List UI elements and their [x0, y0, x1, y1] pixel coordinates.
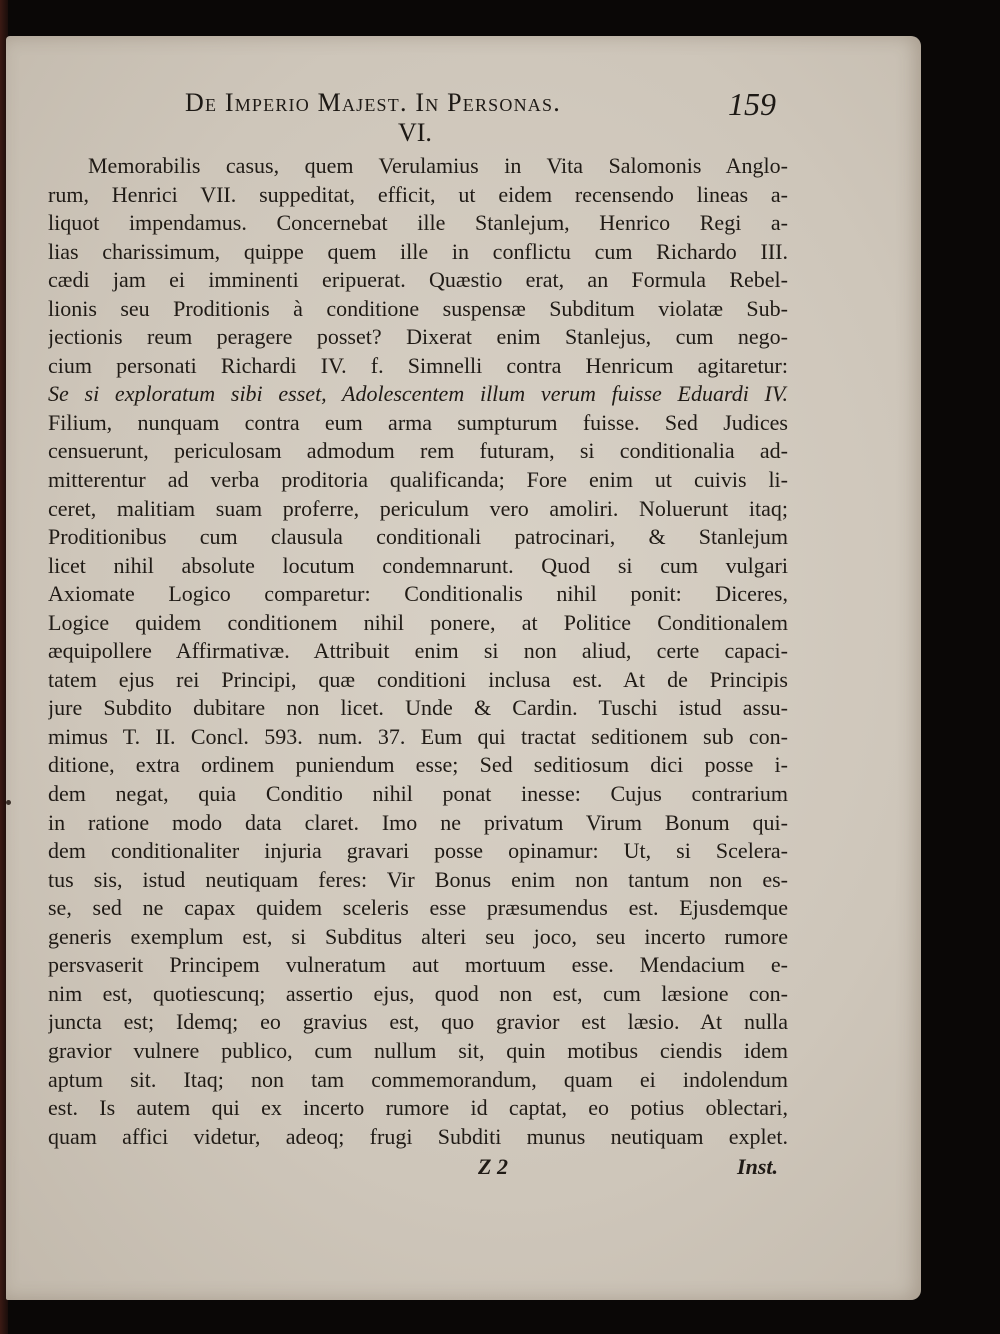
text-line: dem conditionaliter injuria gravari posse opinamur: Ut, si Scelera-: [48, 838, 788, 864]
text-line: ditione, extra ordinem puniendum esse; Sed seditiosum dici posse i-: [48, 752, 788, 778]
text-line: Memorabilis casus, quem Verulamius in Vita Salomonis Anglo-: [88, 153, 788, 178]
text-line: juncta est; Idemq; eo gravius est, quo gravior est læsio. At nulla: [48, 1009, 788, 1035]
signature-mark: Z 2: [478, 1154, 508, 1179]
page-footer: [48, 1154, 778, 1188]
text-line: rum, Henrici VII. suppeditat, efficit, ut eidem recensendo lineas a-: [48, 181, 788, 207]
text-line: gravior vulnere publico, cum nullum sit, quin motibus ciendis idem: [48, 1037, 788, 1063]
text-line: Filium, nunquam contra eum arma sumpturum fuisse. Sed Judices: [48, 409, 788, 435]
text-line: cædi jam ei imminenti eripuerat. Quæstio erat, an Formula Rebel-: [48, 267, 788, 293]
page-number: 159: [728, 86, 776, 122]
text-line: Proditionibus cum clausula conditionali patrocinari, & Stanlejum: [48, 524, 788, 550]
catchword: Inst.: [737, 1154, 778, 1179]
text-line: mitterentur ad verba proditoria qualificanda; Fore enim ut cuivis li-: [48, 467, 788, 493]
text-line: generis exemplum est, si Subditus alteri seu joco, seu incerto rumore: [48, 923, 788, 949]
text-line: æquipollere Affirmativæ. Attribuit enim si non aliud, certe capaci-: [48, 638, 788, 664]
text-line: liquot impendamus. Concernebat ille Stanlejum, Henrico Regi a-: [48, 210, 788, 236]
text-line: tus sis, istud neutiquam feres: Vir Bonus enim non tantum non es-: [48, 866, 788, 892]
text-line: nim est, quotiescunq; assertio ejus, quod non est, cum læsione con-: [48, 980, 788, 1006]
text-line: est. Is autem qui ex incerto rumore id captat, eo potius oblectari,: [48, 1095, 788, 1121]
text-line: dem negat, quia Conditio nihil ponat inesse: Cujus contrarium: [48, 781, 788, 807]
text-line: tatem ejus rei Principi, quæ conditioni inclusa est. At de Principis: [48, 666, 788, 692]
text-line: censuerunt, periculosam admodum rem futuram, si conditionalia ad-: [48, 438, 788, 464]
text-line: Axiomate Logico comparetur: Conditionalis nihil ponit: Diceres,: [48, 581, 788, 607]
text-line: ceret, malitiam suam proferre, periculum vero amoliri. Noluerunt itaq;: [48, 495, 788, 521]
running-head: De Imperio Majest. In Personas.: [185, 88, 561, 117]
section-number: VI.: [398, 118, 432, 147]
text-line: jectionis reum peragere posset? Dixerat enim Stanlejus, cum nego-: [48, 324, 788, 350]
text-line: quam affici videtur, adeoq; frugi Subditi munus neutiquam explet.: [48, 1123, 788, 1149]
text-line: jure Subdito dubitare non licet. Unde & Cardin. Tuschi istud assu-: [48, 695, 788, 721]
text-line: persvaserit Principem vulneratum aut mortuum esse. Mendacium e-: [48, 952, 788, 978]
text-line: se, sed ne capax quidem sceleris esse præsumendus est. Ejusdemque: [48, 895, 788, 921]
text-line: Logice quidem conditionem nihil ponere, at Politice Conditionalem: [48, 609, 788, 635]
text-line: lias charissimum, quippe quem ille in conflictu cum Richardo III.: [48, 238, 788, 264]
body-text: [48, 152, 788, 1151]
text-line: in ratione modo data claret. Imo ne privatum Virum Bonum qui-: [48, 809, 788, 835]
text-line: Se si exploratum sibi esset, Adolescentem illum verum fuisse Eduardi IV.: [48, 381, 788, 407]
margin-speck: [6, 800, 11, 805]
text-line: lionis seu Proditionis à conditione suspensæ Subditum violatæ Sub-: [48, 295, 788, 321]
text-line: aptum sit. Itaq; non tam commemorandum, quam ei indolendum: [48, 1066, 788, 1092]
text-line: licet nihil absolute locutum condemnarunt. Quod si cum vulgari: [48, 552, 788, 578]
text-line: mimus T. II. Concl. 593. num. 37. Eum qui tractat seditionem sub con-: [48, 723, 788, 749]
text-line: cium personati Richardi IV. f. Simnelli contra Henricum agitaretur:: [48, 352, 788, 378]
